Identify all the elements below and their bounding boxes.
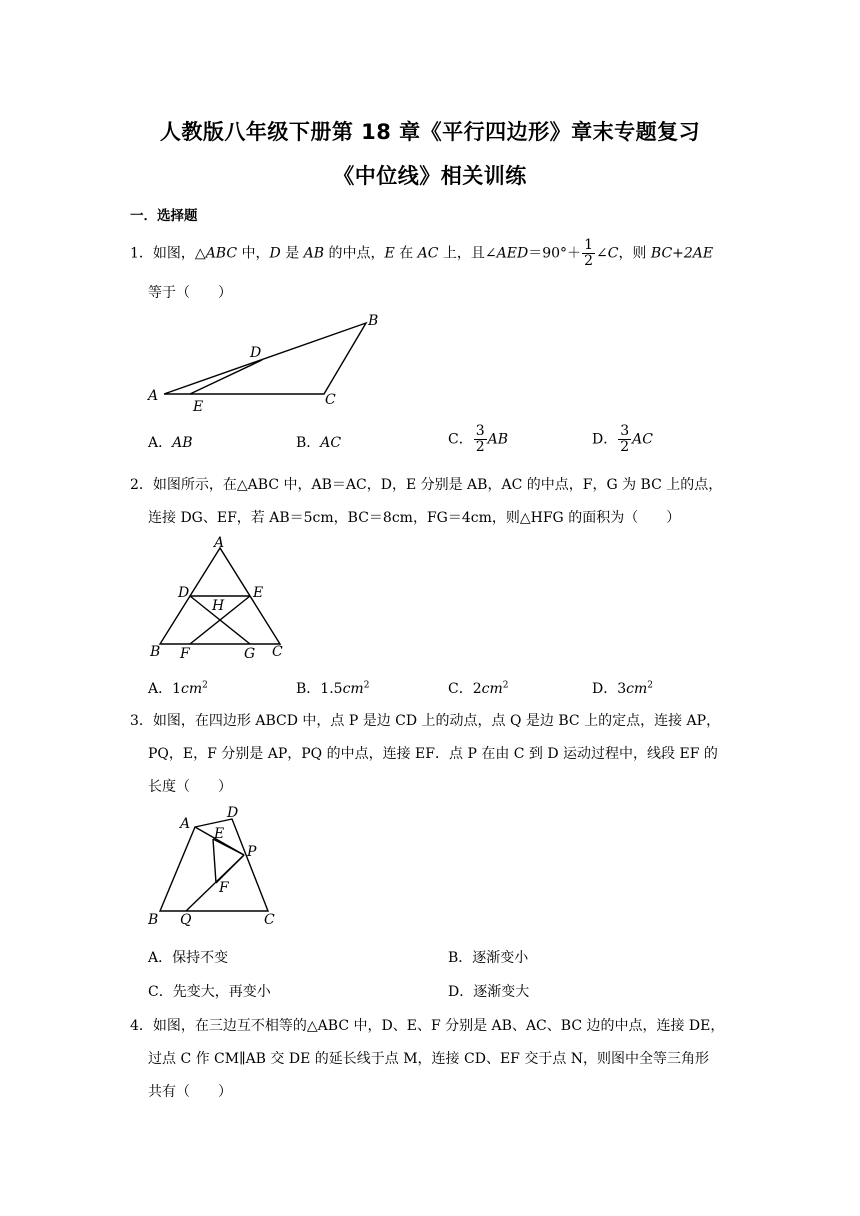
page-subtitle: 《中位线》相关训练 bbox=[333, 164, 527, 188]
q2-line1: 2．如图所示，在△ABC 中，AB＝AC，D，E 分别是 AB，AC 的中点，F，G 为 BC 上的点， bbox=[130, 477, 723, 493]
q3-line3: 长度（ ） bbox=[148, 779, 232, 795]
q2-label-e: E bbox=[253, 585, 264, 601]
q3-option-a[interactable]: A．保持不变 bbox=[148, 950, 229, 966]
q1-option-c[interactable]: C． $\frac{3}{2}$ AB bbox=[448, 423, 509, 455]
q3-label-b: B bbox=[148, 912, 159, 928]
q3-label-d: D bbox=[227, 805, 239, 821]
q3-label-q: Q bbox=[180, 912, 192, 928]
q1-label-b: B bbox=[368, 313, 379, 329]
q1-option-b[interactable]: B．AC bbox=[296, 435, 342, 451]
q3-option-c[interactable]: C．先变大，再变小 bbox=[148, 984, 271, 1000]
q1-line2: 等于（ ） bbox=[148, 285, 232, 301]
page-title: 人教版八年级下册第 18 章《平行四边形》章末专题复习 bbox=[159, 120, 701, 144]
q3-label-p: P bbox=[247, 844, 257, 860]
q4-line2: 过点 C 作 CM∥AB 交 DE 的延长线于点 M，连接 CD、EF 交于点 N，则图中全等三角形 bbox=[148, 1051, 710, 1067]
q3-line2: PQ，E，F 分别是 AP，PQ 的中点，连接 EF．点 P 在由 C 到 D 运动过程中，线段 EF 的 bbox=[148, 746, 718, 762]
q2-label-c: C bbox=[272, 644, 283, 660]
q2-label-g: G bbox=[244, 646, 256, 662]
q3-label-c: C bbox=[264, 912, 275, 928]
q4-line1: 4．如图，在三边互不相等的△ABC 中，D、E、F 分别是 AB、AC、BC 边的中点，连接 DE， bbox=[130, 1018, 725, 1034]
q2-option-d[interactable]: D．$3cm^2$ bbox=[592, 680, 654, 697]
q2-option-b[interactable]: B．$1.5cm^2$ bbox=[296, 680, 370, 697]
q2-line2: 连接 DG、EF，若 AB＝5cm，BC＝8cm，FG＝4cm，则△HFG 的面积为（ ） bbox=[148, 510, 681, 526]
q3-label-a: A bbox=[180, 816, 191, 832]
q1-figure bbox=[140, 305, 400, 415]
q2-label-f: F bbox=[180, 646, 190, 662]
q2-label-b: B bbox=[150, 644, 161, 660]
q1-label-c: C bbox=[325, 392, 336, 408]
q2-label-h: H bbox=[212, 598, 225, 614]
q1-label-a: A bbox=[148, 388, 159, 404]
q2-option-c[interactable]: C．$2cm^2$ bbox=[448, 680, 509, 697]
q3-figure bbox=[140, 800, 290, 935]
q2-label-d: D bbox=[178, 585, 190, 601]
q1-label-e: E bbox=[193, 399, 204, 415]
q2-option-a[interactable]: A．$1cm^2$ bbox=[148, 680, 208, 697]
q2-label-a: A bbox=[214, 535, 225, 551]
q3-label-f: F bbox=[219, 880, 229, 896]
q3-option-d[interactable]: D．逐渐变大 bbox=[448, 984, 530, 1000]
q3-line1: 3．如图，在四边形 ABCD 中，点 P 是边 CD 上的动点，点 Q 是边 BC 上的定点，连接 AP， bbox=[130, 713, 721, 729]
section-heading: 一．选择题 bbox=[130, 208, 198, 224]
q1-label-d: D bbox=[250, 345, 262, 361]
q2-figure bbox=[140, 530, 300, 665]
q1-option-d[interactable]: D． $\frac{3}{2}$ AC bbox=[592, 423, 653, 455]
q4-line3: 共有（ ） bbox=[148, 1084, 232, 1100]
q3-option-b[interactable]: B．逐渐变小 bbox=[448, 950, 529, 966]
fraction-one-half: $\frac{1}{2}$ bbox=[584, 237, 593, 269]
q1-line1: 1．如图，△ABC 中，D 是 AB 的中点，E 在 AC 上，且∠AED＝90°＋ $\frac{1}{2}$ ∠C，则 BC+2AE bbox=[130, 237, 714, 269]
q1-option-a[interactable]: A．AB bbox=[148, 435, 193, 451]
q3-label-e: E bbox=[214, 826, 225, 842]
